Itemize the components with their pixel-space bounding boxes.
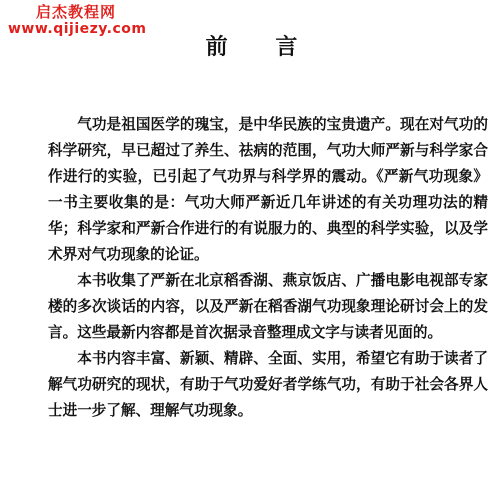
watermark-site-name: 启杰教程网: [36, 3, 117, 21]
page-title: 前 言: [205, 34, 318, 60]
preface-paragraph-1: 气功是祖国医学的瑰宝，是中华民族的宝贵遗产。现在对气功的科学研究，早已超过了养生、祛病的范围，气功大师严新与科学家合作进行的实验，已引起了气功界与科学界的震动。《严新气功现象》一书主要收集的是：气功大师严新近几年讲述的有关功理功法的精华；科学家和严新合作进行的有说服力的、典型的科学实验，以及学术界对气功现象的论证。: [48, 116, 488, 263]
preface-body: [48, 112, 488, 424]
preface-paragraph-3: 本书内容丰富、新颖、精辟、全面、实用，希望它有助于读者了解气功研究的现状，有助于气功爱好者学练气功，有助于社会各界人士进一步了解、理解气功现象。: [48, 350, 488, 419]
watermark-url: www.qijiezy.com: [8, 21, 147, 38]
preface-paragraph-2: 本书收集了严新在北京稻香湖、燕京饭店、广播电影电视部专家楼的多次谈话的内容，以及严新在稻香湖气功现象理论研讨会上的发言。这些最新内容都是首次据录音整理成文字与读者见面的。: [48, 272, 488, 341]
